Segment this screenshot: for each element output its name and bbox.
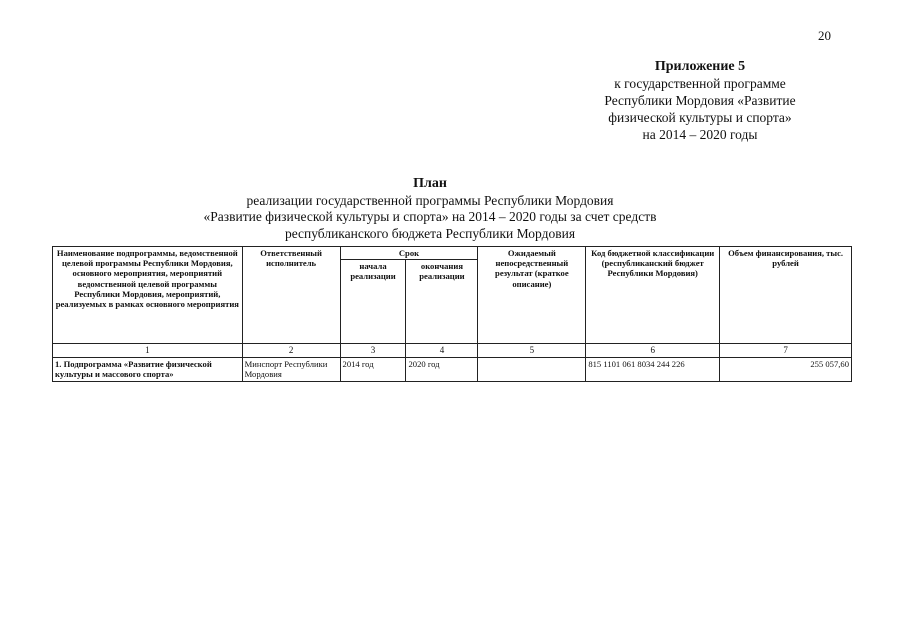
header-executor: Ответственный исполнитель	[242, 247, 340, 344]
column-number: 2	[242, 344, 340, 358]
column-number: 7	[720, 344, 852, 358]
plan-heading: План	[413, 176, 447, 191]
header-term: Срок	[340, 247, 478, 260]
row-executor-cell: Минспорт Республики Мордовия	[242, 358, 340, 381]
header-funding: Объем финансирования, тыс. рублей	[720, 247, 852, 344]
plan-title-block	[150, 176, 710, 242]
plan-subtitle-line: «Развитие физической культуры и спорта» на 2014 – 2020 годы за счет средств	[203, 209, 657, 224]
column-number: 5	[478, 344, 586, 358]
appendix-block	[575, 58, 825, 143]
appendix-line: физической культуры и спорта»	[608, 110, 792, 125]
row-result-cell	[478, 358, 586, 381]
appendix-line: к государственной программе	[614, 76, 786, 91]
header-term-end: окончания реализации	[406, 260, 478, 344]
row-funding-cell: 255 057,60	[720, 358, 852, 381]
row-name-cell: 1. Подпрограмма «Развитие физической культуры и массового спорта»	[53, 358, 243, 381]
column-number: 3	[340, 344, 406, 358]
plan-table	[52, 246, 852, 382]
appendix-line: Республики Мордовия «Развитие	[604, 93, 796, 108]
column-number-row	[53, 344, 852, 358]
row-start-cell: 2014 год	[340, 358, 406, 381]
header-code: Код бюджетной классификации (республиканский бюджет Республики Мордовия)	[586, 247, 720, 344]
plan-subtitle-line: реализации государственной программы Республики Мордовия	[246, 192, 614, 208]
plan-subtitle-line: республиканского бюджета Республики Мордовия	[284, 225, 576, 241]
header-name: Наименование подпрограммы, ведомственной целевой программы Республики Мордовия, основного мероприятия, мероприятий ведомственной целевой программы Республики Мордовия, мероприятий, реализуемых в рамках основного мероприятия	[53, 247, 243, 344]
column-number: 1	[53, 344, 243, 358]
header-result: Ожидаемый непосредственный результат (краткое описание)	[478, 247, 586, 344]
header-row	[53, 247, 852, 260]
column-number: 4	[406, 344, 478, 358]
appendix-title: Приложение 5	[654, 59, 746, 74]
page-number: 20	[818, 28, 831, 43]
table-row	[53, 358, 852, 381]
appendix-line: на 2014 – 2020 годы	[642, 127, 758, 142]
row-code-cell: 815 1101 061 8034 244 226	[586, 358, 720, 381]
column-number: 6	[586, 344, 720, 358]
row-end-cell: 2020 год	[406, 358, 478, 381]
header-term-start: начала реализации	[340, 260, 406, 344]
